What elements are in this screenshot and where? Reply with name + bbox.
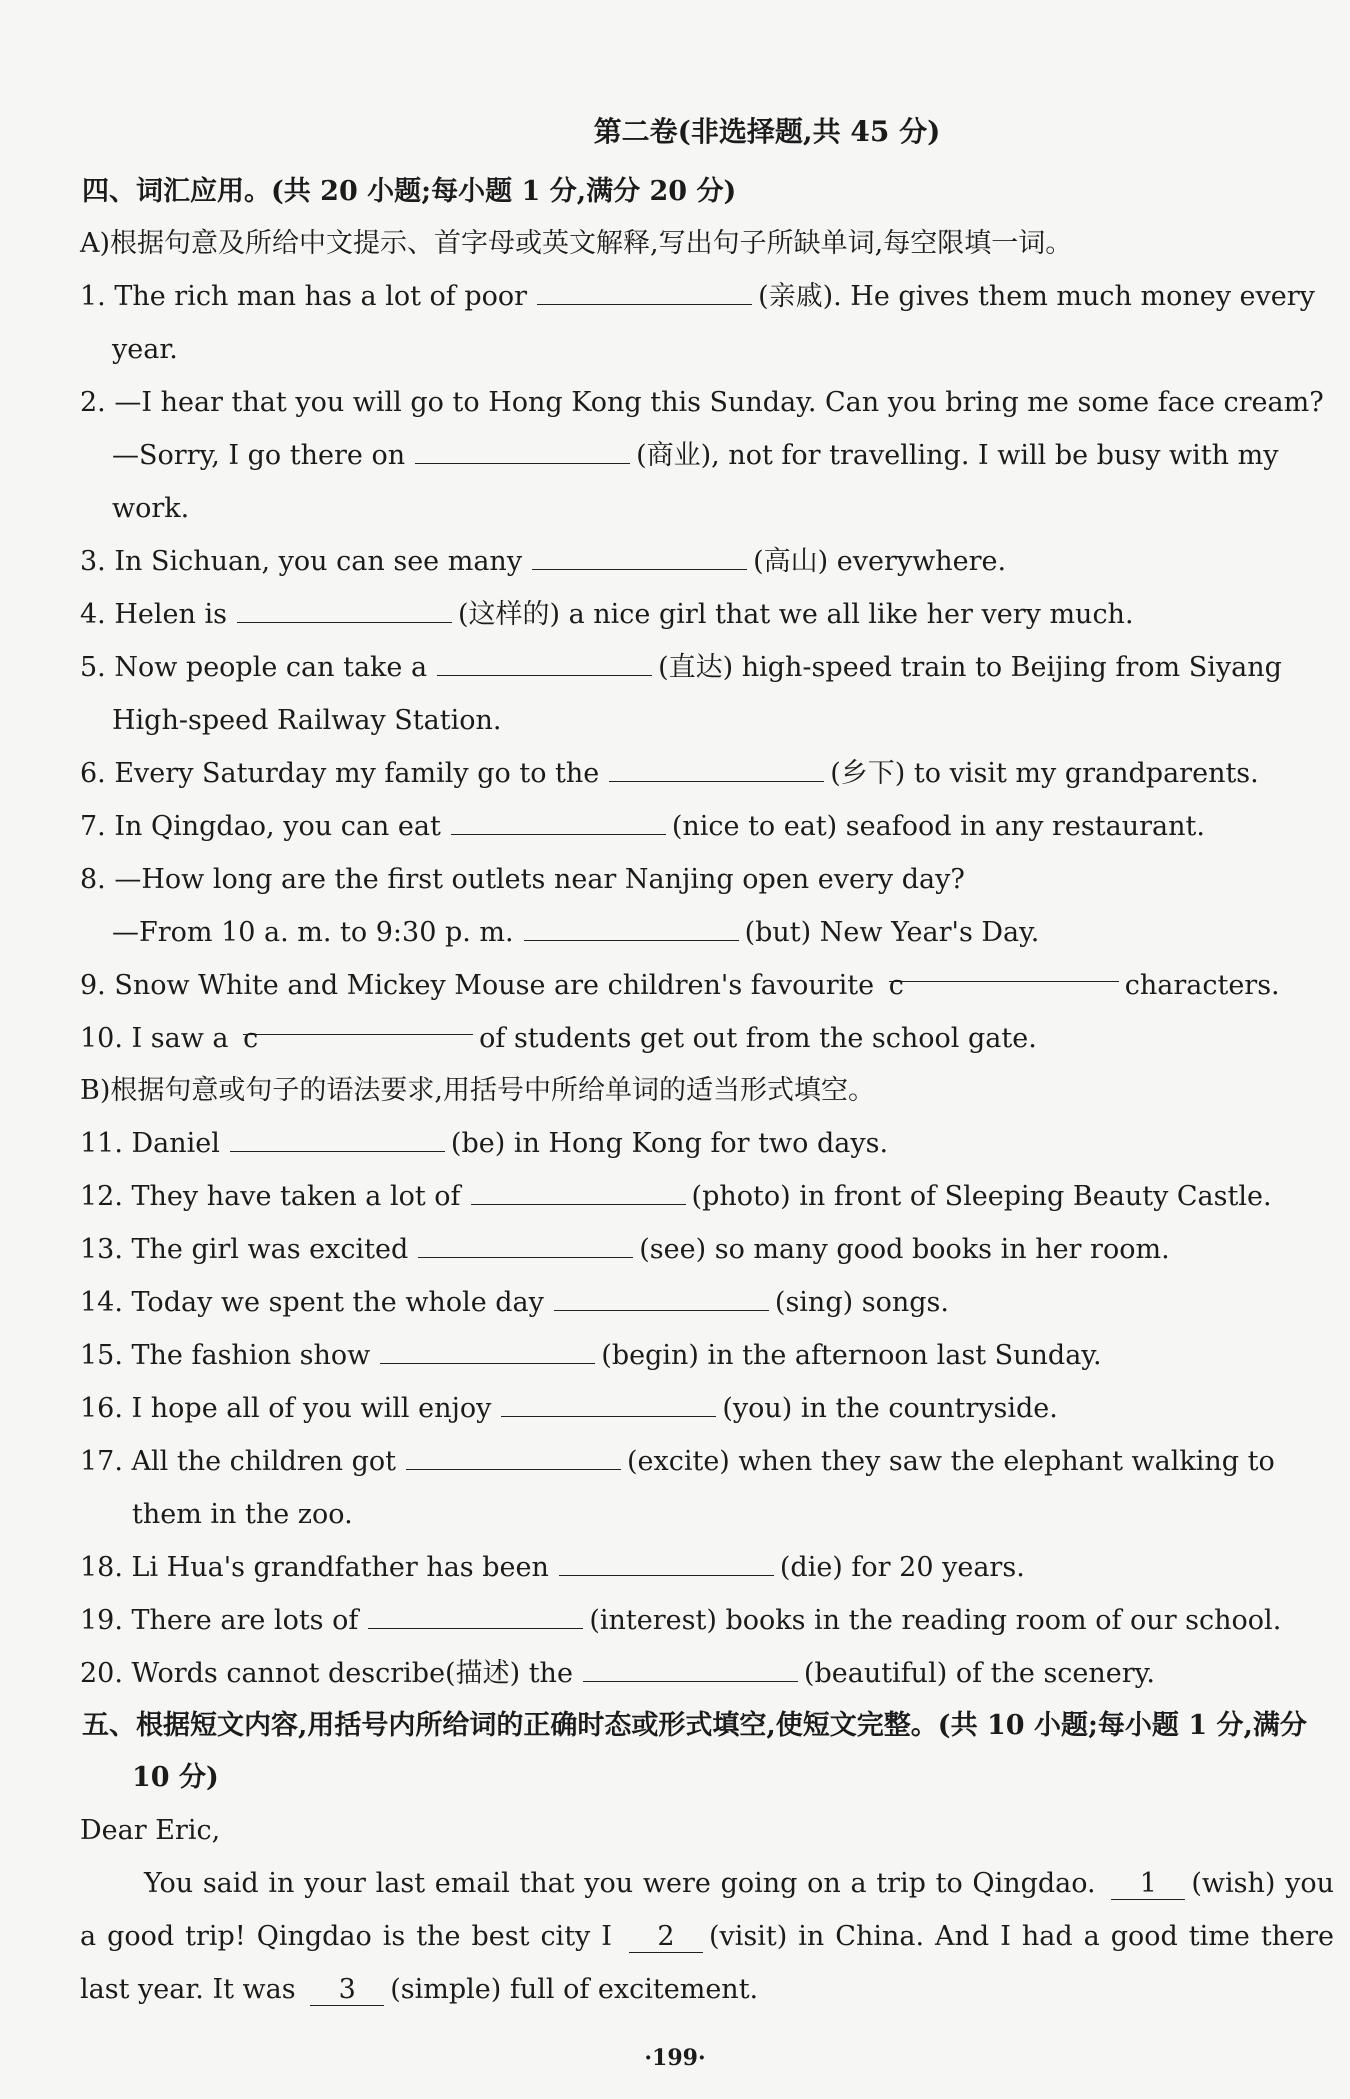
answer-blank[interactable]: [380, 1341, 595, 1364]
initial-letter-hint: c: [243, 1023, 259, 1054]
question-10: 10. I saw a c of students get out from the school gate.: [80, 1012, 1334, 1065]
part-b-instruction: B)根据句意或句子的语法要求,用括号中所给单词的适当形式填空。: [80, 1075, 875, 1106]
question-3: 3. In Sichuan, you can see many (高山) everywhere.: [80, 546, 1007, 577]
question-2: 2. —I hear that you will go to Hong Kong this Sunday. Can you bring me some face cream?: [80, 387, 1324, 418]
numbered-blank-3[interactable]: 3: [310, 1975, 384, 2006]
answer-blank[interactable]: [437, 653, 652, 676]
answer-blank[interactable]: [237, 600, 452, 623]
letter-paragraph: You said in your last email that you were going on a trip to Qingdao. 1 (wish) you a good trip! Qingdao is the best city I 2 (visit) in China. And I had a good time there last year. It was 3 (simple) full of excitement.: [80, 1868, 1334, 2005]
part-a-items: [80, 270, 1334, 1065]
section-4-heading: 四、词汇应用。(共 20 小题;每小题 1 分,满分 20 分): [82, 176, 737, 207]
answer-blank[interactable]: [451, 812, 666, 835]
answer-blank[interactable]: [532, 547, 747, 570]
question-14: 14. Today we spent the whole day (sing) songs.: [80, 1287, 949, 1318]
part-a-instruction: A)根据句意及所给中文提示、首字母或英文解释,写出句子所缺单词,每空限填一词。: [80, 228, 1073, 259]
answer-blank[interactable]: [418, 1235, 633, 1258]
question-7: 7. In Qingdao, you can eat (nice to eat) seafood in any restaurant.: [80, 811, 1205, 842]
question-1: 1. The rich man has a lot of poor (亲戚). He gives them much money every year.: [80, 281, 1315, 365]
question-6: 6. Every Saturday my family go to the (乡下) to visit my grandparents.: [80, 758, 1259, 789]
answer-blank[interactable]: [243, 1012, 473, 1054]
question-9: 9. Snow White and Mickey Mouse are children's favourite c characters.: [80, 959, 1334, 1012]
question-15: 15. The fashion show (begin) in the afternoon last Sunday.: [80, 1340, 1102, 1371]
answer-blank[interactable]: [471, 1182, 686, 1205]
answer-blank[interactable]: [230, 1129, 445, 1152]
question-2-response: —Sorry, I go there on (商业), not for travelling. I will be busy with my work.: [112, 440, 1279, 524]
answer-blank[interactable]: [559, 1553, 774, 1576]
numbered-blank-2[interactable]: 2: [629, 1922, 703, 1953]
answer-blank[interactable]: [537, 282, 752, 305]
answer-blank[interactable]: [583, 1659, 798, 1682]
answer-blank[interactable]: [888, 959, 1119, 1001]
question-16: 16. I hope all of you will enjoy (you) in the countryside.: [80, 1393, 1058, 1424]
answer-blank[interactable]: [554, 1288, 769, 1311]
question-8-response: —From 10 a. m. to 9:30 p. m. (but) New Year's Day.: [112, 917, 1040, 948]
question-11: 11. Daniel (be) in Hong Kong for two days.: [80, 1128, 889, 1159]
letter-salutation: Dear Eric,: [80, 1815, 221, 1846]
section-5-heading: 五、根据短文内容,用括号内所给词的正确时态或形式填空,使短文完整。(共 10 小题;每小题 1 分,满分 10 分): [82, 1710, 1307, 1793]
answer-blank[interactable]: [368, 1606, 583, 1629]
question-13: 13. The girl was excited (see) so many good books in her room.: [80, 1234, 1170, 1265]
question-20: 20. Words cannot describe(描述) the (beautiful) of the scenery.: [80, 1658, 1155, 1689]
answer-blank[interactable]: [524, 918, 739, 941]
answer-blank[interactable]: [406, 1447, 621, 1470]
question-8: 8. —How long are the first outlets near Nanjing open every day?: [80, 864, 965, 895]
part-b-items: [80, 1117, 1334, 1700]
question-17: 17. All the children got (excite) when they saw the elephant walking to them in the zoo.: [80, 1446, 1275, 1530]
question-18: 18. Li Hua's grandfather has been (die) for 20 years.: [80, 1552, 1025, 1583]
paper-title: 第二卷(非选择题,共 45 分): [593, 115, 941, 148]
page-number: ·199·: [644, 2045, 706, 2071]
answer-blank[interactable]: [415, 441, 630, 464]
question-19: 19. There are lots of (interest) books in the reading room of our school.: [80, 1605, 1282, 1636]
question-5: 5. Now people can take a (直达) high-speed train to Beijing from Siyang High-speed Railway Station.: [80, 652, 1282, 736]
numbered-blank-1[interactable]: 1: [1111, 1869, 1185, 1900]
question-4: 4. Helen is (这样的) a nice girl that we all like her very much.: [80, 599, 1134, 630]
initial-letter-hint: c: [888, 970, 904, 1001]
answer-blank[interactable]: [609, 759, 824, 782]
answer-blank[interactable]: [501, 1394, 716, 1417]
question-12: 12. They have taken a lot of (photo) in front of Sleeping Beauty Castle.: [80, 1181, 1272, 1212]
